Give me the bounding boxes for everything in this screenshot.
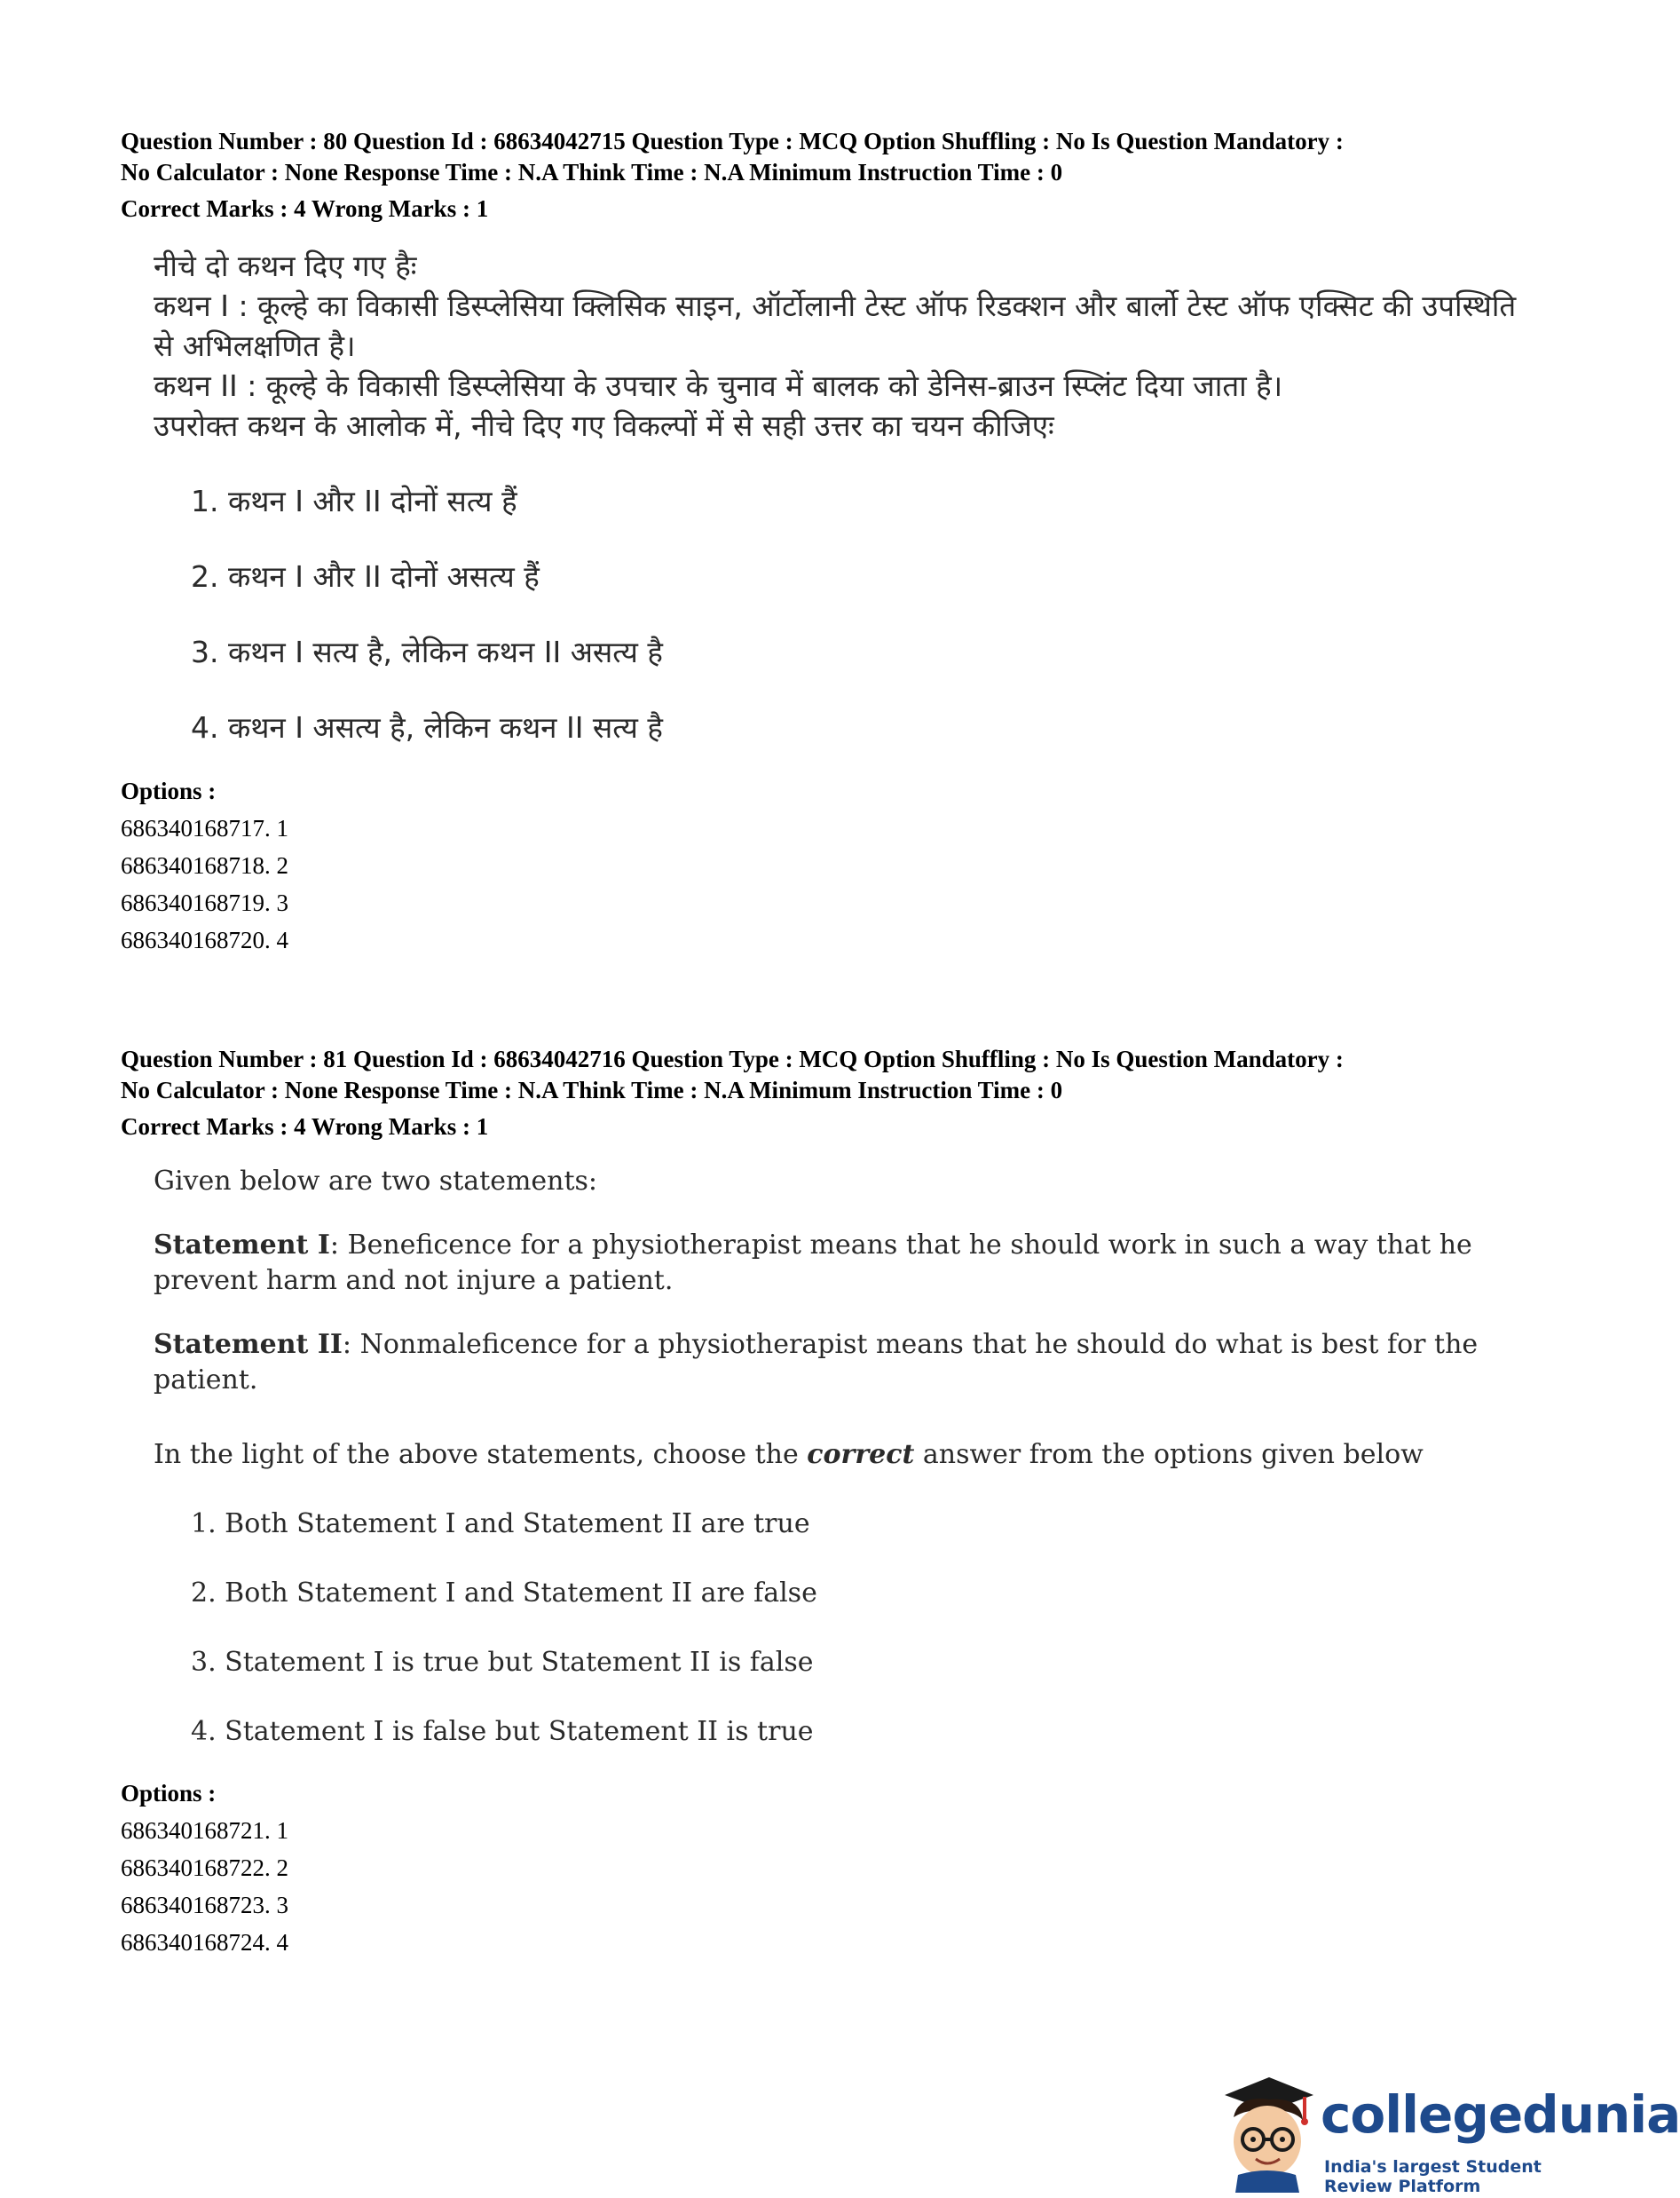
statement-2: कथन II : कूल्हे के विकासी डिस्प्लेसिया के उपचार के चुनाव में बालक को डेनिस-ब्राउन स्प्लिंट दिया जाता है। [154, 368, 1283, 403]
option-item: 686340168719. 3 [121, 889, 288, 916]
option-item: 686340168721. 1 [121, 1817, 288, 1844]
marks-line: Correct Marks : 4 Wrong Marks : 1 [121, 195, 489, 222]
option-item: 686340168722. 2 [121, 1854, 288, 1881]
option-item: 686340168723. 3 [121, 1892, 288, 1918]
instruction-emphasis: correct [807, 1439, 915, 1470]
choice-4: 4. Statement I is false but Statement II is true [191, 1716, 814, 1747]
collegedunia-logo [1207, 2068, 1680, 2196]
question-intro: Given below are two statements: [154, 1166, 598, 1197]
statement-1: कथन I : कूल्हे का विकासी डिस्प्लेसिया क्लिसिक साइन, ऑर्टोलानी टेस्ट ऑफ रिडक्शन और बार्लो टेस्ट ऑफ एक्सिट की उपस्थिति से अभिलक्षणित है। [154, 289, 1517, 363]
marks-line: Correct Marks : 4 Wrong Marks : 1 [121, 1113, 489, 1140]
question-meta-line1: Question Number : 80 Question Id : 68634042715 Question Type : MCQ Option Shuffling : No Is Question Mandatory : [121, 128, 1344, 154]
mascot-icon [1207, 2068, 1322, 2193]
options-header: Options : [121, 778, 217, 804]
question-body [121, 1164, 1541, 1750]
choice-4: 4. कथन I असत्य है, लेकिन कथन II सत्य है [191, 710, 663, 745]
logo-wordmark: collegedunia [1321, 2084, 1680, 2145]
choice-1: 1. Both Statement I and Statement II are true [191, 1508, 810, 1539]
question-meta-line2: No Calculator : None Response Time : N.A Think Time : N.A Minimum Instruction Time : 0 [121, 1077, 1063, 1103]
instruction-post: answer from the options given below [914, 1439, 1424, 1470]
statement-1-label: Statement I [154, 1229, 330, 1261]
choice-2: 2. कथन I और II दोनों असत्य हैं [191, 559, 540, 594]
question-instruction: उपरोक्त कथन के आलोक में, नीचे दिए गए विकल्पों में से सही उत्तर का चयन कीजिएः [154, 408, 1054, 443]
option-item: 686340168720. 4 [121, 927, 288, 953]
instruction-pre: In the light of the above statements, choose the [154, 1439, 808, 1470]
options-list [121, 772, 1541, 959]
option-item: 686340168724. 4 [121, 1929, 288, 1956]
choice-3: 3. Statement I is true but Statement II is false [191, 1647, 814, 1678]
choice-2: 2. Both Statement I and Statement II are false [191, 1577, 817, 1609]
statement-1 [154, 1228, 1541, 1299]
question-instruction [154, 1437, 1541, 1473]
choice-3: 3. कथन I सत्य है, लेकिन कथन II असत्य है [191, 635, 663, 669]
logo-tagline: India's largest Student Review Platform [1324, 2157, 1542, 2196]
question-81 [121, 1044, 1541, 1961]
statement-1-text: : Beneficence for a physiotherapist means that he should work in such a way that he prevent harm and not injure a patient. [154, 1229, 1472, 1296]
question-meta-line1: Question Number : 81 Question Id : 68634042716 Question Type : MCQ Option Shuffling : No Is Question Mandatory : [121, 1046, 1344, 1072]
options-list [121, 1775, 1541, 1961]
question-intro: नीचे दो कथन दिए गए हैः [154, 249, 417, 283]
option-item: 686340168718. 2 [121, 852, 288, 879]
statement-2-text: : Nonmaleficence for a physiotherapist means that he should do what is best for the patient. [154, 1329, 1479, 1395]
options-header: Options : [121, 1780, 217, 1807]
statement-2-label: Statement II [154, 1329, 343, 1360]
statement-2 [154, 1327, 1541, 1398]
choice-1: 1. कथन I और II दोनों सत्य हैं [191, 484, 517, 518]
question-80 [121, 126, 1541, 959]
question-meta-line2: No Calculator : None Response Time : N.A Think Time : N.A Minimum Instruction Time : 0 [121, 159, 1063, 186]
question-body [121, 246, 1541, 747]
option-item: 686340168717. 1 [121, 815, 288, 842]
